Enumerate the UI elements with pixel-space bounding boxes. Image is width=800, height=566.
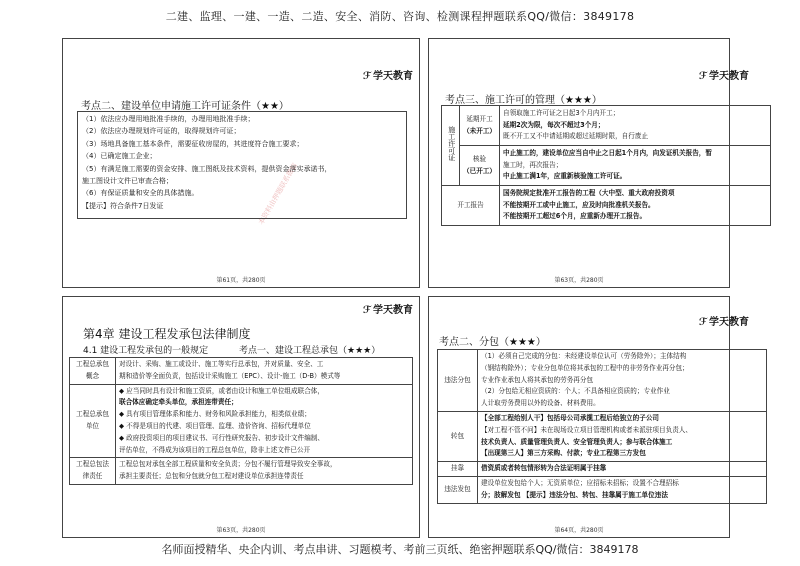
list-item: （6）有保证质量和安全的具体措施。 <box>82 189 199 198</box>
row-content: 对设计、采购、施工或设计、施工等实行总承包，并对质量、安全、工 期和造价等全面负责，包括设计采购施工（EPC）、设计-施工（D-B）模式等 <box>116 358 413 385</box>
contracting-table <box>69 357 413 485</box>
row-label: 转包 <box>438 411 478 461</box>
row-content: 自领取施工许可证之日起3个月内开工； 延期2次为限，每次不超过3个月； 既不开工又不申请延期或超过延期时限，自行废止 <box>500 106 771 146</box>
row-label: 违法分包 <box>438 350 478 412</box>
permit-table <box>441 105 771 226</box>
page-number: 第63页，共280页 <box>216 527 266 534</box>
row-label: 核验 （已开工） <box>460 146 500 186</box>
list-item: （1）依法应办理用地批准手续的，办理用地批准手续； <box>82 115 255 123</box>
table-row <box>442 146 771 186</box>
logo-icon: ℱ <box>698 71 707 82</box>
table-row <box>438 411 767 461</box>
list-item: （5）有满足施工需要的资金安排、施工图纸及技术资料，提供资金落实承诺书， <box>82 164 332 173</box>
row-content: 国务院规定批准开工报告的工程（大中型、重大政府投资项 不能按期开工或中止施工，应及时向批准机关报告。 不能按期开工超过6个月，应重新办理开工报告。 <box>500 186 771 226</box>
row-label: 工程总承包单位 <box>70 384 116 458</box>
header-banner: 二建、监理、一建、一造、二造、安全、消防、咨询、检测课程押题联系QQ/微信：3849178 <box>165 10 635 23</box>
row-label: 违法发包 <box>438 476 478 503</box>
table-row <box>438 462 767 477</box>
row-content: 【全部工程给别人干】包括母公司承揽工程后给独立的子公司 【对工程不管不问】未在现场设立项目管理机构或者未派驻项目负责人、 技术负责人、质量管理负责人、安全管理负责人；参与联合体施工 【出现第三人】第三方采购、付款；专业工程第三方发包 <box>478 411 767 461</box>
row-label: 开工报告 <box>442 186 500 226</box>
table-row <box>70 358 413 385</box>
table-row <box>438 476 767 503</box>
row-label: 工程总承包概念 <box>70 358 116 385</box>
list-item: （3）场地具备施工基本条件，需要征收房屋的，其进度符合施工要求； <box>82 139 304 148</box>
row-content: 工程总包对承包全部工程质量和安全负责；分包不履行管理导致安全事故， 承担主要责任；总包和分包就分包工程对建设单位承担连带责任 <box>116 458 413 485</box>
logo: ℱ 学天教育 <box>698 71 749 82</box>
row-content: ◆ 应当同时具有设计和施工资质，或者由设计和施工单位组成联合体， 联合体应确定牵头单位，承担连带责任； ◆ 具有项目管理体系和能力、财务和风险承担能力，相类似业绩； ◆ 不得是项目的代建、项目管理、监理、造价咨询、招标代理单位 ◆ 政府投资项目的项目建议书、可行性研究报告、初步设计文件编制、 评估单位，不得成为该项目的工程总包单位，除非上述文件已公开 <box>116 384 413 458</box>
page-number: 第64页，共280页 <box>554 527 604 534</box>
watermark: 本资料由押题联系微信 <box>257 161 299 227</box>
logo-icon: ℱ <box>362 305 371 316</box>
slide4-title: 考点二、分包（★★★） <box>439 337 546 348</box>
row-content: 借资质或者转包情形转为合法证明属于挂靠 <box>478 462 767 477</box>
slide-permit-management <box>428 38 749 288</box>
tip: 【提示】符合条件7日发证 <box>82 201 164 210</box>
row-label: 挂靠 <box>438 462 478 477</box>
side-label-cell: 施工许可证 <box>442 106 460 186</box>
row-content: 建设单位发包给个人；无资质单位；应招标未招标；设置不合理招标 分；肢解发包 【提示】违法分包、转包、挂靠属于施工单位违法 <box>478 476 767 503</box>
list-item: （4）已确定施工企业； <box>82 152 157 161</box>
list-item: 施工图设计文件已审查合格； <box>82 177 173 186</box>
logo: ℱ 学天教育 <box>698 317 749 328</box>
slide-general-contracting <box>62 296 420 538</box>
point-title: 考点一、建设工程总承包（★★★） <box>239 346 381 356</box>
slide-permit-conditions <box>62 38 420 288</box>
slide1-content-box <box>77 111 407 219</box>
table-row <box>442 186 771 226</box>
logo-icon: ℱ <box>362 71 371 82</box>
row-content: 中止施工的，建设单位应当自中止之日起1个月内，向发证机关报告，暂 施工时，再次报告； 中止施工满1年，应重新核验施工许可证。 <box>500 146 771 186</box>
logo-icon: ℱ <box>698 317 707 328</box>
logo: ℱ 学天教育 <box>362 71 413 82</box>
subcontract-table <box>437 349 767 504</box>
slide-subcontracting <box>428 296 749 538</box>
section-title: 4.1 建设工程发承包的一般规定 <box>83 346 209 356</box>
row-label: 工程总包法律责任 <box>70 458 116 485</box>
page-number: 第63页，共280页 <box>554 277 604 284</box>
table-row <box>70 458 413 485</box>
list-item: （2）依法应办理规划许可证的，取得规划许可证； <box>82 127 241 136</box>
chapter-title: 第4章 建设工程发承包法律制度 <box>83 327 251 341</box>
slide2-title: 考点三、施工许可的管理（★★★） <box>445 95 602 106</box>
slide1-title: 考点二、建设单位申请施工许可证条件（★★） <box>81 101 289 112</box>
table-row <box>438 350 767 412</box>
table-row <box>442 106 771 146</box>
row-content: （1）必须自己完成的分包：未经建设单位认可（劳务除外）；主体结构 （钢结构除外）；专业分包单位将其承包的工程中的非劳务作业再分包； 专业作业承包人将其承包的劳务再分包 （2）分包给无相应资质的：个人；不具备相应资质的；专业作业 人计取劳务费用以外的设备、材料费用。 <box>478 350 767 412</box>
footer-banner: 名师面授精华、央企内训、考点串讲、习题模考、考前三页纸、绝密押题联系QQ/微信：3849178 <box>161 543 639 556</box>
row-label: 延期开工 （未开工） <box>460 106 500 146</box>
table-row <box>70 384 413 458</box>
page-number: 第61页，共280页 <box>216 277 266 284</box>
logo: ℱ 学天教育 <box>362 305 413 316</box>
